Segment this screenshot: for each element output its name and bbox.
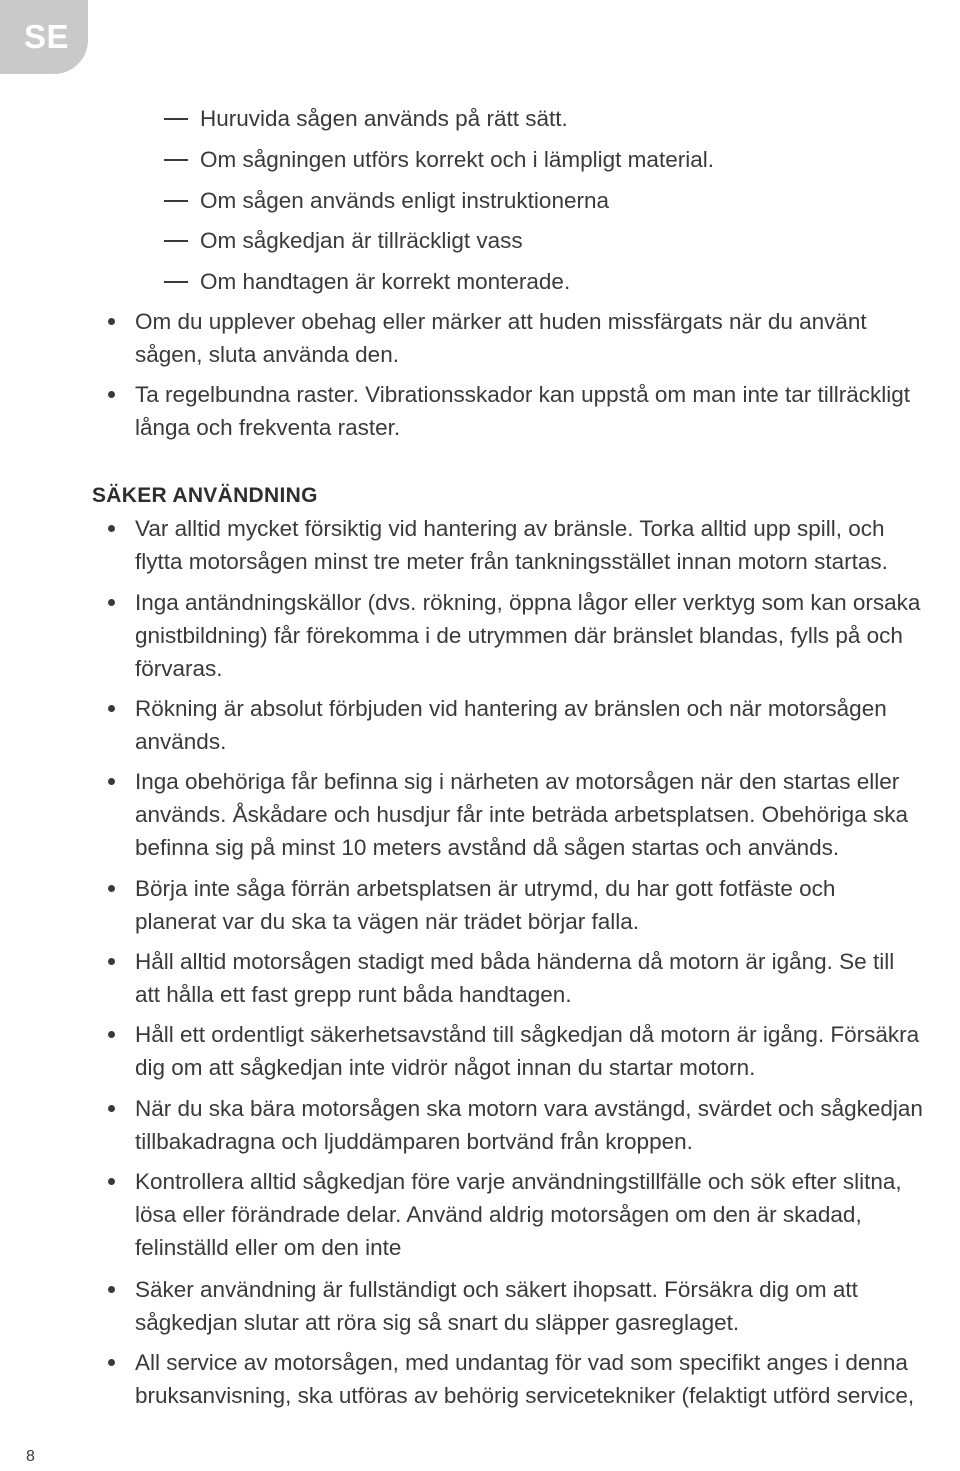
bullet-dot [108,705,115,712]
bullet-text [135,1018,960,1084]
text-line: Börja inte såga förrän arbetsplatsen är utrymd, du har gott fotfäste och [135,876,836,901]
text-line: Rökning är absolut förbjuden vid hantering av bränslen och när motorsågen [135,696,887,721]
list-item-text: Om handtagen är korrekt monterade. [200,269,571,294]
bullet-dot [108,391,115,398]
list-item-text: Om sågkedjan är tillräckligt vass [200,228,523,253]
bullet-text [135,765,960,864]
list-item-text: Huruvida sågen används på rätt sätt. [200,106,568,131]
text-line: att hålla ett fast grepp runt båda handtagen. [135,982,572,1007]
language-label: SE [24,18,70,55]
bullet-text [135,692,960,758]
text-line: felinställd eller om den inte [135,1235,402,1260]
text-line: Säker användning är fullständigt och säkert ihopsatt. Försäkra dig om att [135,1277,858,1302]
bullet-text [135,1092,960,1158]
text-line: All service av motorsågen, med undantag för vad som specifikt anges i denna [135,1350,908,1375]
text-line: används. [135,729,227,754]
dash-marker [164,159,188,161]
bullet-text [135,512,960,578]
text-line: Om du upplever obehag eller märker att huden missfärgats när du använt [135,309,867,334]
text-line: lösa eller förändrade delar. Använd aldrig motorsågen om den är skadad, [135,1202,862,1227]
list-item-text: Om sågen används enligt instruktionerna [200,188,609,213]
text-line: Var alltid mycket försiktig vid hantering av bränsle. Torka alltid upp spill, och [135,516,885,541]
text-line: tillbakadragna och ljuddämparen bortvänd från kroppen. [135,1129,693,1154]
text-line: sågkedjan slutar att röra sig så snart du släpper gasreglaget. [135,1310,740,1335]
text-line: Inga obehöriga får befinna sig i närheten av motorsågen när den startas eller [135,769,900,794]
text-line: Inga antändningskällor (dvs. rökning, öppna lågor eller verktyg som kan orsaka [135,590,921,615]
text-line: Håll ett ordentligt säkerhetsavstånd till sågkedjan då motorn är igång. Försäkra [135,1022,920,1047]
bullet-text [135,1165,960,1264]
dash-marker [164,240,188,242]
text-line: Håll alltid motorsågen stadigt med båda händerna då motorn är igång. Se till [135,949,895,974]
bullet-dot [108,1178,115,1185]
dash-marker [164,118,188,120]
bullet-text [135,378,960,444]
text-line: långa och frekventa raster. [135,415,401,440]
text-line: används. Åskådare och husdjur får inte beträda arbetsplatsen. Obehöriga ska [135,802,908,827]
bullet-text [135,305,960,371]
text-line: sågen, sluta använda den. [135,342,399,367]
bullet-dot [108,1286,115,1293]
text-line: flytta motorsågen minst tre meter från tankningsstället innan motorn startas. [135,549,888,574]
dash-marker [164,200,188,202]
list-item-text: Om sågningen utförs korrekt och i lämpligt material. [200,147,714,172]
bullet-dot [108,1359,115,1366]
bullet-text [135,945,960,1011]
section-heading: SÄKER ANVÄNDNING [92,484,318,507]
text-line: dig om att sågkedjan inte vidrör något innan du startar motorn. [135,1055,756,1080]
page-number: 8 [26,1448,35,1465]
language-tab [0,0,88,74]
bullet-dot [108,599,115,606]
text-line: Kontrollera alltid sågkedjan före varje användningstillfälle och sök efter slitna, [135,1169,902,1194]
bullet-dot [108,318,115,325]
text-line: planerat var du ska ta vägen när trädet börjar falla. [135,909,640,934]
bullet-text [135,1346,960,1412]
text-line: befinna sig på minst 10 meters avstånd då sågen startas och används. [135,835,840,860]
bullet-dot [108,1105,115,1112]
text-line: När du ska bära motorsågen ska motorn vara avstängd, svärdet och sågkedjan [135,1096,923,1121]
bullet-text [135,586,960,685]
bullet-dot [108,525,115,532]
text-line: Ta regelbundna raster. Vibrationsskador kan uppstå om man inte tar tillräckligt [135,382,910,407]
text-line: bruksanvisning, ska utföras av behörig servicetekniker (felaktigt utförd service, [135,1383,915,1408]
bullet-dot [108,1031,115,1038]
bullet-dot [108,885,115,892]
text-line: gnistbildning) får förekomma i de utrymmen där bränslet blandas, fylls på och [135,623,903,648]
dash-marker [164,281,188,283]
bullet-dot [108,958,115,965]
bullet-text [135,872,960,938]
bullet-text [135,1273,960,1339]
text-line: förvaras. [135,656,223,681]
bullet-dot [108,778,115,785]
